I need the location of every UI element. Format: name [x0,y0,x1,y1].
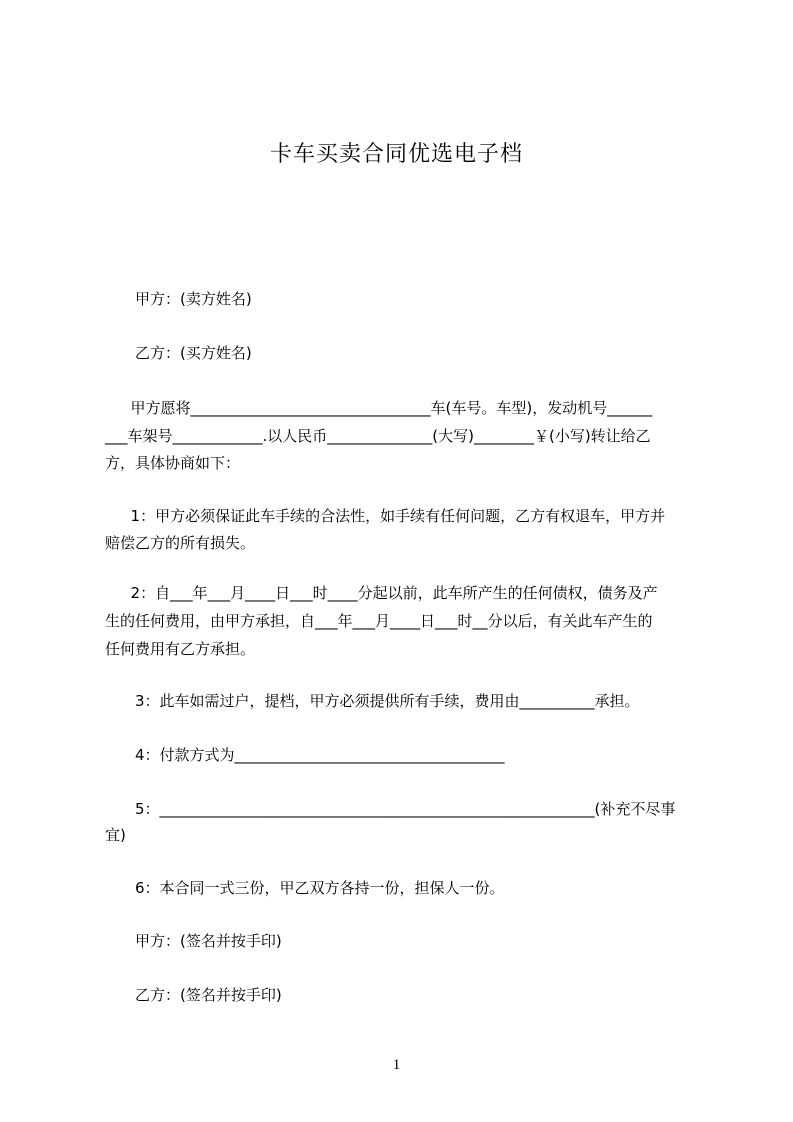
party-b-line: 乙方：(买方姓名) [135,344,252,362]
page-title: 卡车买卖合同优选电子档 [269,142,523,167]
clause-3-line: 3：此车如需过户，提档，甲方必须提供所有手续，费用由__________承担。 [135,692,640,710]
clause-2-line-3: 任何费用有乙方承担。 [105,640,256,658]
clause-1-line-1: 1：甲方必须保证此车手续的合法性，如手续有任何问题，乙方有权退车，甲方并 [121,507,666,525]
signature-party-a: 甲方：(签名并按手印) [135,932,282,950]
clause-5-line-1: 5：__________________________________________________________(补充不尽事 [135,800,676,818]
clause-2-line-1: 2：自___年___月____日___时____分起以前，此车所产生的任何债权，债务及产 [121,584,658,602]
clause-6-line: 6：本合同一式三份，甲乙双方各持一份，担保人一份。 [135,879,505,897]
clause-4-line: 4：付款方式为____________________________________ [135,746,505,764]
intro-line-3: 方，具体协商如下： [105,454,241,472]
clause-1-line-2: 赔偿乙方的所有损失。 [105,534,256,552]
signature-party-b: 乙方：(签名并按手印) [135,986,282,1004]
clause-5-line-2: 宜) [105,826,126,844]
intro-line-2: ___车架号____________.以人民币______________(大写)________￥(小写)转让给乙 [105,427,651,445]
party-a-line: 甲方：(卖方姓名) [135,290,252,308]
clause-2-line-2: 生的任何费用，由甲方承担，自___年___月____日___时__分以后，有关此车产生的 [105,612,653,630]
page-number: 1 [392,1057,401,1073]
intro-line-1: 甲方愿将________________________________车(车号。车型)，发动机号______ [121,399,653,417]
